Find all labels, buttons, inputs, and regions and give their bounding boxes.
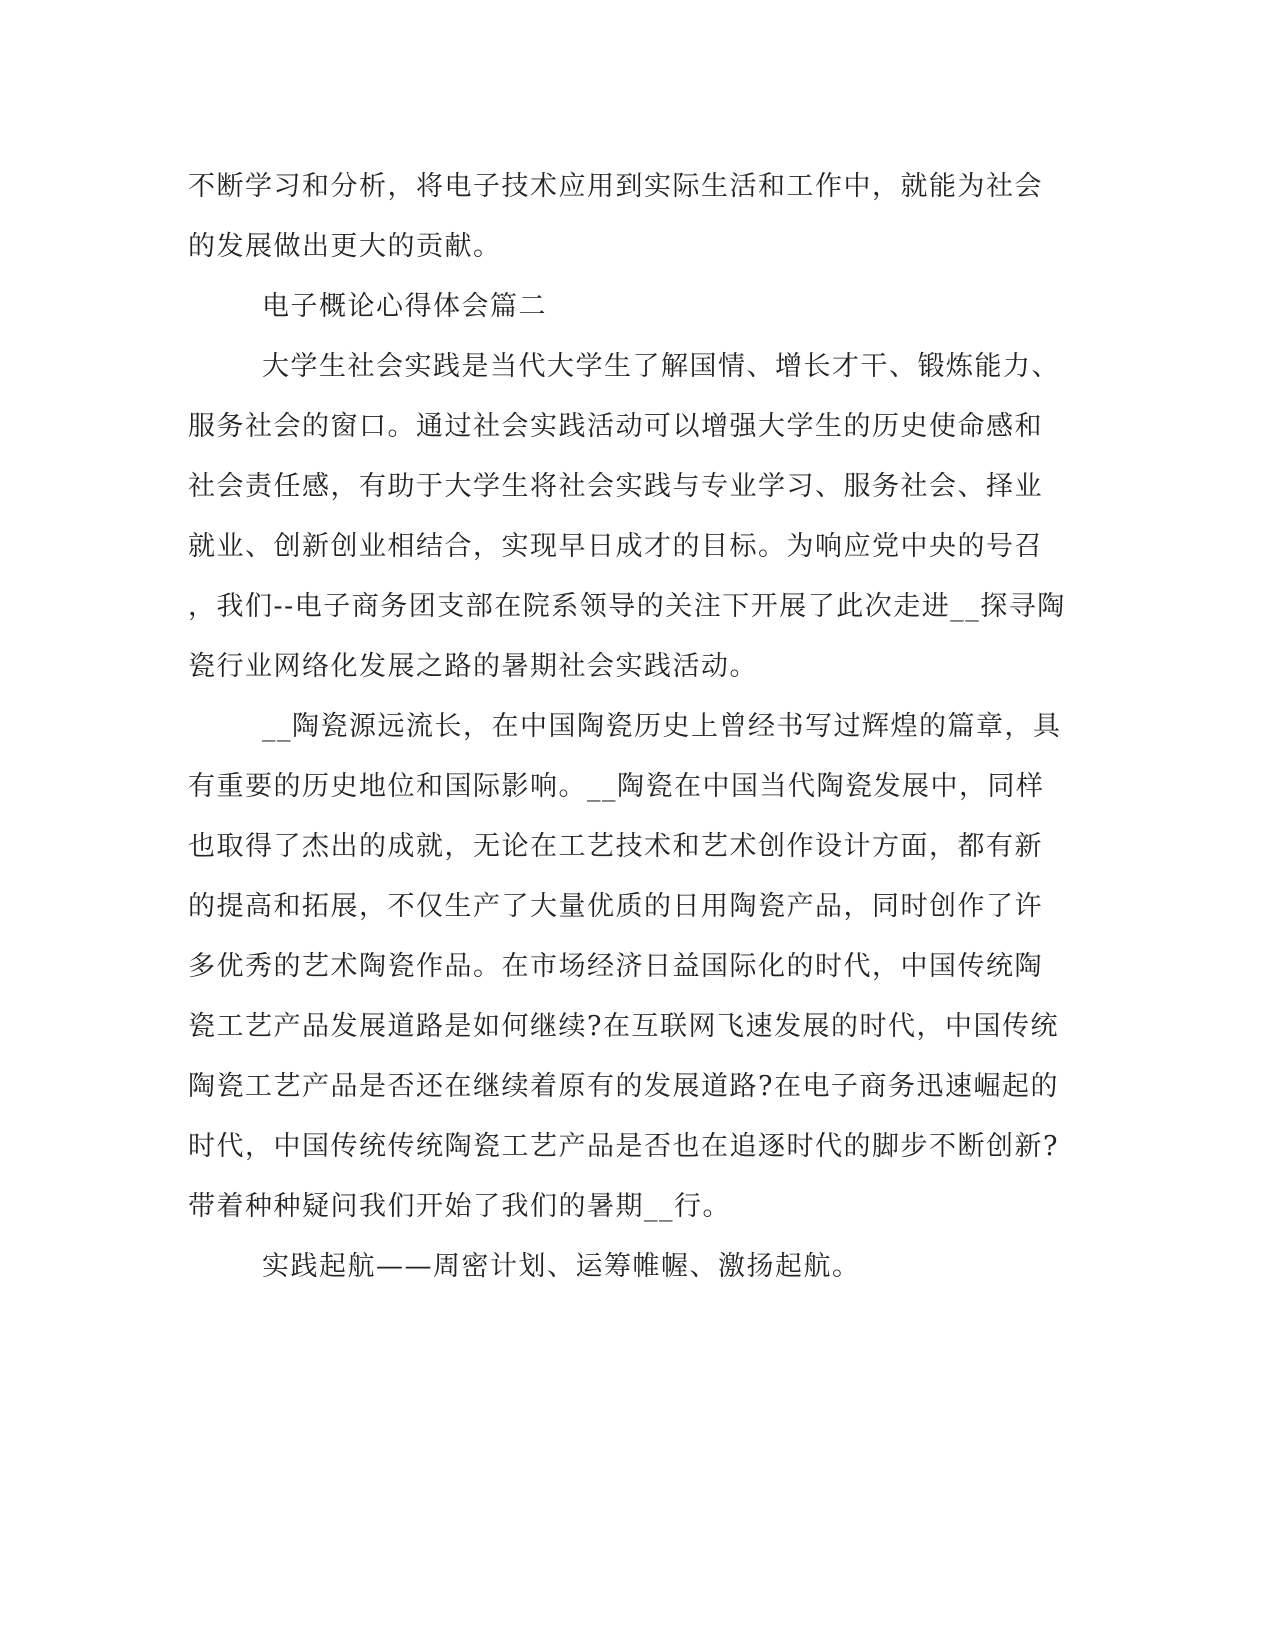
text-line: 带着种种疑问我们开始了我们的暑期__行。 [188,1191,731,1222]
text-line: 大学生社会实践是当代大学生了解国情、增长才干、锻炼能力、 [262,351,1060,382]
paragraph-1 [188,157,1068,277]
text-line: 的发展做出更大的贡献。 [188,231,502,262]
text-line: 就业、创新创业相结合，实现早日成才的目标。为响应党中央的号召 [188,531,1043,562]
section-heading [188,277,1068,337]
text-line: __陶瓷源远流长，在中国陶瓷历史上曾经书写过辉煌的篇章，具 [262,711,1062,742]
paragraph-3 [188,697,1068,1237]
text-line: 陶瓷工艺产品是否还在继续着原有的发展道路?在电子商务迅速崛起的 [188,1071,1059,1102]
text-line: 多优秀的艺术陶瓷作品。在市场经济日益国际化的时代，中国传统陶 [188,951,1043,982]
text-line: 不断学习和分析，将电子技术应用到实际生活和工作中，就能为社会 [188,171,1043,202]
text-line: ，我们--电子商务团支部在院系领导的关注下开展了此次走进__探寻陶 [188,591,1066,622]
text-line: 有重要的历史地位和国际影响。__陶瓷在中国当代陶瓷发展中，同样 [188,771,1045,802]
text-line: 社会责任感，有助于大学生将社会实践与专业学习、服务社会、择业 [188,471,1043,502]
text-line: 服务社会的窗口。通过社会实践活动可以增强大学生的历史使命感和 [188,411,1043,442]
paragraph-4 [188,1237,1068,1297]
paragraph-2 [188,337,1068,697]
text-line: 也取得了杰出的成就，无论在工艺技术和艺术创作设计方面，都有新 [188,831,1043,862]
text-line: 瓷行业网络化发展之路的暑期社会实践活动。 [188,651,758,682]
section-title: 电子概论心得体会篇二 [262,291,547,322]
text-line: 时代，中国传统传统陶瓷工艺产品是否也在追逐时代的脚步不断创新? [188,1131,1059,1162]
text-line: 实践起航——周密计划、运筹帷幄、激扬起航。 [262,1251,861,1282]
text-line: 瓷工艺产品发展道路是如何继续?在互联网飞速发展的时代，中国传统 [188,1011,1059,1042]
document-body [188,157,1068,1297]
text-line: 的提高和拓展，不仅生产了大量优质的日用陶瓷产品，同时创作了许 [188,891,1043,922]
